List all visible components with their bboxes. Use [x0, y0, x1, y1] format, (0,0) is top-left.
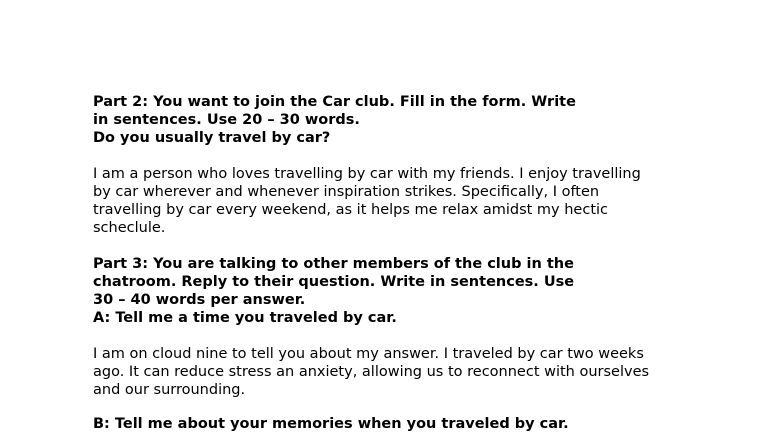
- part2-question: Do you usually travel by car?: [93, 130, 331, 146]
- part3-answer-a-line-2: ago. It can reduce stress an anxiety, allowing us to reconnect with ourselves: [93, 364, 650, 380]
- part2-answer-line-4: scheclule.: [93, 220, 166, 236]
- part2-answer-line-2: by car wherever and whenever inspiration strikes. Specifically, I often: [93, 184, 600, 200]
- part3-question-b: B: Tell me about your memories when you traveled by car.: [93, 416, 569, 432]
- part3-heading-line-1: Part 3: You are talking to other members of the club in the: [93, 256, 574, 272]
- part3-answer-a-line-3: and our surrounding.: [93, 382, 246, 398]
- part2-answer-line-1: I am a person who loves travelling by car with my friends. I enjoy travelling: [93, 166, 641, 182]
- part2-answer-line-3: travelling by car every weekend, as it helps me relax amidst my hectic: [93, 202, 609, 218]
- part3-heading-line-3: 30 – 40 words per answer.: [93, 292, 306, 308]
- part3-question-a: A: Tell me a time you traveled by car.: [93, 310, 397, 326]
- part3-heading-line-2: chatroom. Reply to their question. Write in sentences. Use: [93, 274, 575, 290]
- part3-answer-a-line-1: I am on cloud nine to tell you about my answer. I traveled by car two weeks: [93, 346, 644, 362]
- part2-heading-line-2: in sentences. Use 20 – 30 words.: [93, 112, 360, 128]
- part2-heading-line-1: Part 2: You want to join the Car club. Fill in the form. Write: [93, 94, 576, 110]
